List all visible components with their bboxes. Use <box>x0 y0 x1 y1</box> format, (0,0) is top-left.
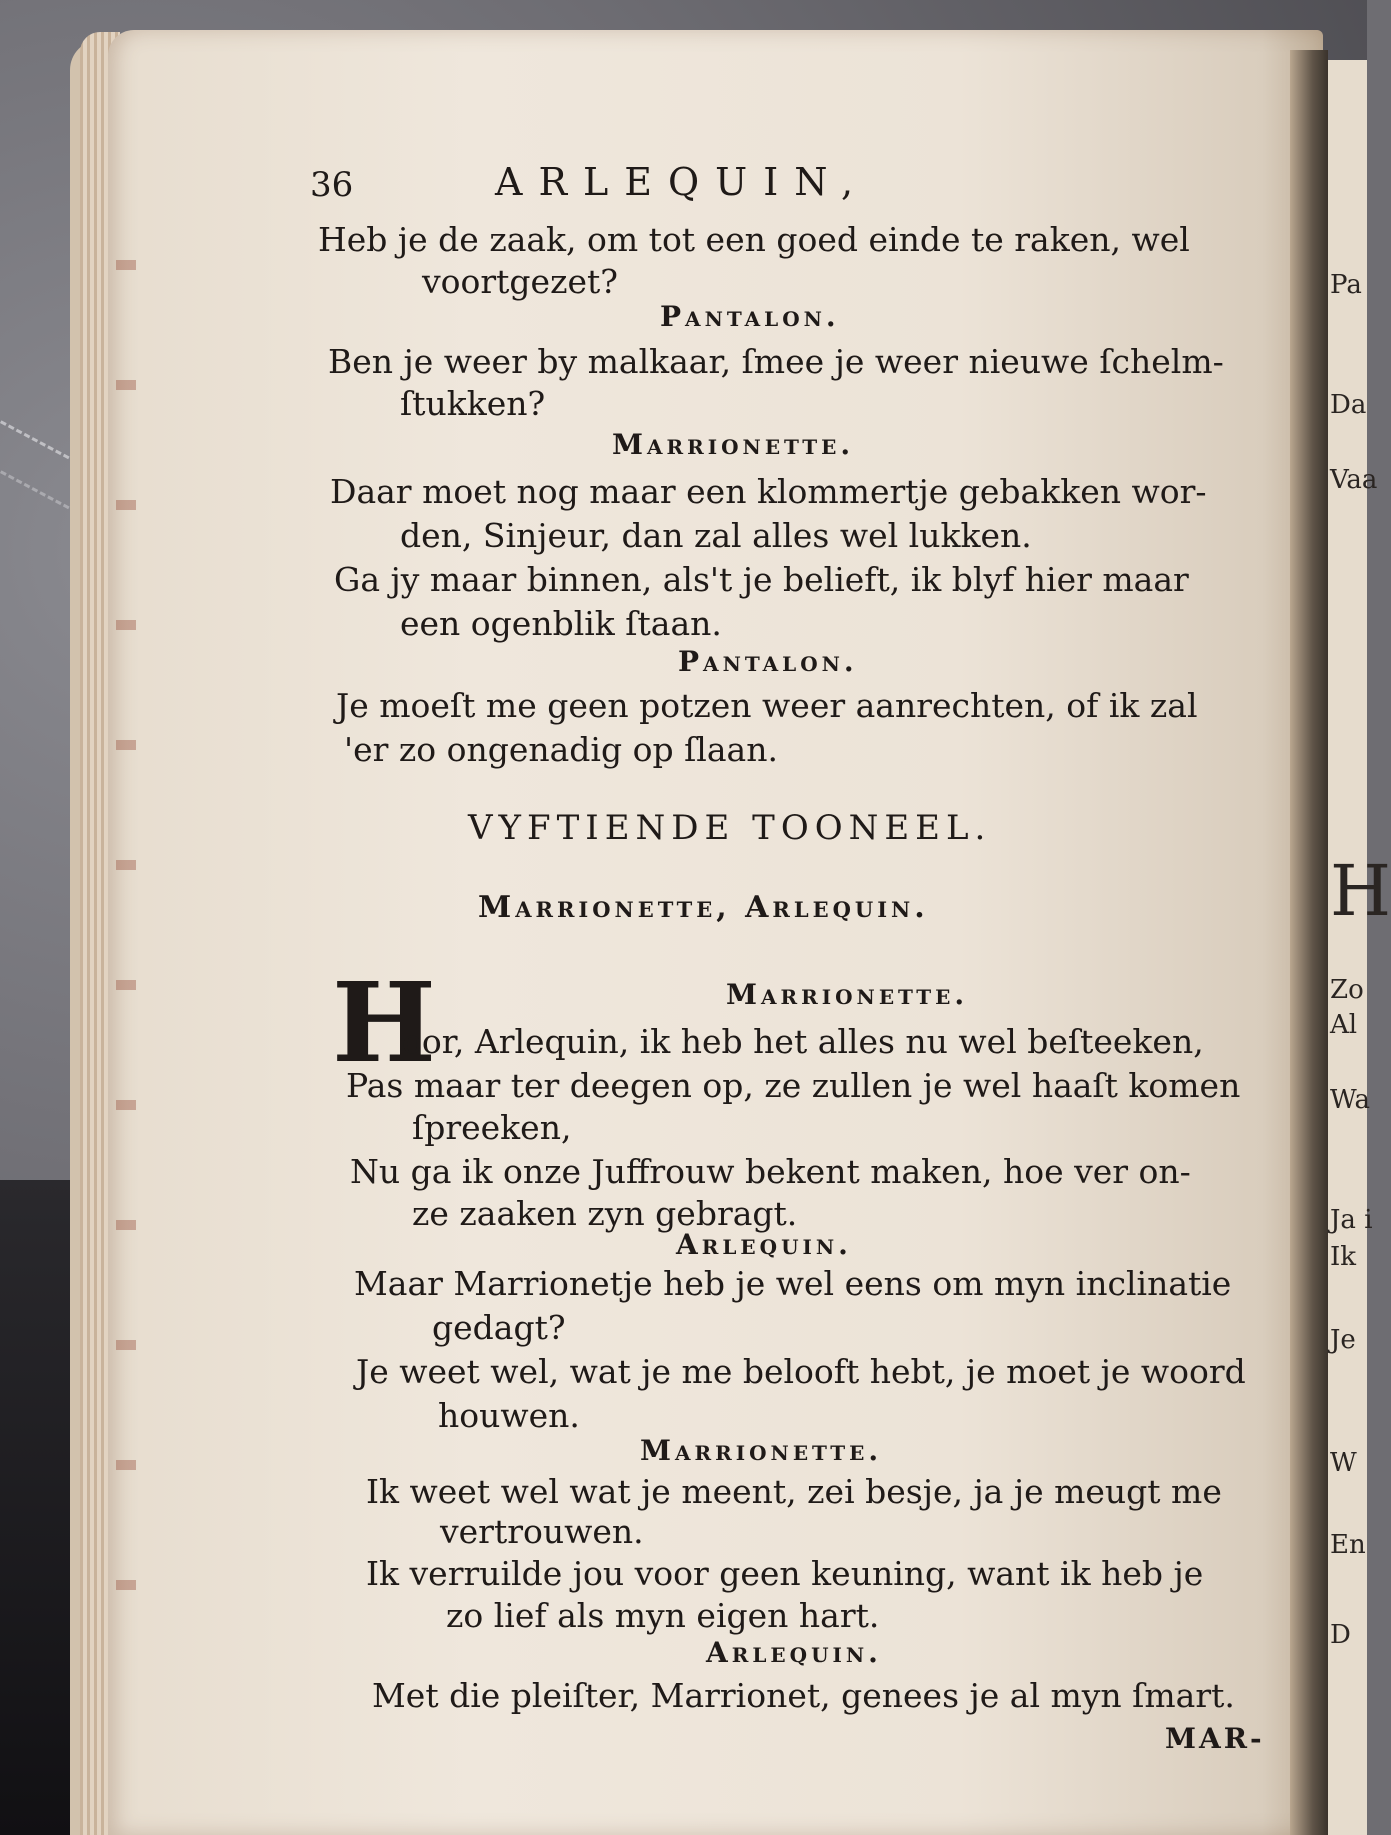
speaker-name: Arlequin. <box>676 1228 852 1261</box>
page-number: 36 <box>310 165 354 205</box>
text-line: Je weet wel, wat je me belooft hebt, je moet je woord <box>356 1352 1246 1391</box>
text-line: voortgezet? <box>422 262 618 301</box>
running-title: ARLEQUIN, <box>495 160 870 204</box>
facing-page-fragment: Da <box>1330 390 1367 420</box>
text-line: ze zaaken zyn gebragt. <box>412 1194 798 1233</box>
text-line: 'er zo ongenadig op ſlaan. <box>344 730 778 769</box>
catchword: MAR- <box>1165 1722 1265 1755</box>
speaker-name: Arlequin. <box>706 1636 882 1669</box>
text-line: Ga jy maar binnen, als't je belieft, ik blyf hier maar <box>334 560 1189 599</box>
facing-page-fragment: Zo <box>1330 975 1364 1005</box>
text-line: zo lief als myn eigen hart. <box>446 1596 880 1635</box>
facing-page-fragment: Al <box>1330 1010 1358 1040</box>
text-line: ſpreeken, <box>412 1108 572 1147</box>
text-line: Daar moet nog maar een klommertje gebakken wor- <box>330 472 1207 511</box>
text-line: houwen. <box>438 1396 580 1435</box>
book-gutter <box>1290 50 1328 1835</box>
drop-cap: H <box>332 958 436 1087</box>
text-line: Ik weet wel wat je meent, zei besje, ja je meugt me <box>366 1472 1222 1511</box>
speaker-name: Pantalon. <box>660 300 840 333</box>
facing-page-fragment: Vaa <box>1330 465 1378 495</box>
text-line: Ben je weer by malkaar, ſmee je weer nieuwe ſchelm- <box>328 342 1224 381</box>
scene-cast: Marrionette, Arlequin. <box>478 890 929 925</box>
text-line: Maar Marrionetje heb je wel eens om myn inclinatie <box>354 1264 1232 1303</box>
text-line: Je moeſt me geen potzen weer aanrechten, of ik zal <box>336 686 1198 725</box>
facing-page-fragment: Pa <box>1330 270 1362 300</box>
facing-page-fragment: Ja i <box>1330 1205 1373 1235</box>
facing-page-fragment: Wa <box>1330 1085 1370 1115</box>
text-line: vertrouwen. <box>440 1512 644 1551</box>
facing-page-fragment: D <box>1330 1620 1351 1650</box>
text-line: oor, Arlequin, ik heb het alles nu wel beſteeken, <box>402 1022 1204 1061</box>
facing-page-fragment: Ik <box>1330 1242 1357 1272</box>
facing-page-fragment: En <box>1330 1530 1366 1560</box>
text-line: Nu ga ik onze Juffrouw bekent maken, hoe ver on- <box>350 1152 1191 1191</box>
text-line: Pas maar ter deegen op, ze zullen je wel haaſt komen <box>346 1066 1241 1105</box>
scene-title: VYFTIENDE TOONEEL. <box>468 808 992 848</box>
speaker-name: Marrionette. <box>640 1434 883 1467</box>
facing-page-fragment: H <box>1330 850 1391 932</box>
text-line: Ik verruilde jou voor geen keuning, want ik heb je <box>366 1554 1204 1593</box>
text-line: een ogenblik ſtaan. <box>400 604 722 643</box>
text-line: Met die pleiſter, Marrionet, genees je al myn ſmart. <box>372 1676 1235 1715</box>
text-line: den, Sinjeur, dan zal alles wel lukken. <box>400 516 1032 555</box>
text-line: ſtukken? <box>400 384 546 423</box>
text-line: gedagt? <box>432 1308 566 1347</box>
speaker-name: Pantalon. <box>678 645 858 678</box>
page-foxing-stains <box>116 200 136 1700</box>
facing-page <box>1328 60 1391 1835</box>
speaker-name: Marrionette. <box>726 978 969 1011</box>
facing-page-fragment: W <box>1330 1448 1357 1478</box>
speaker-name: Marrionette. <box>612 428 855 461</box>
facing-page-fragment: Je <box>1330 1325 1356 1355</box>
text-line: Heb je de zaak, om tot een goed einde te raken, wel <box>318 220 1190 259</box>
